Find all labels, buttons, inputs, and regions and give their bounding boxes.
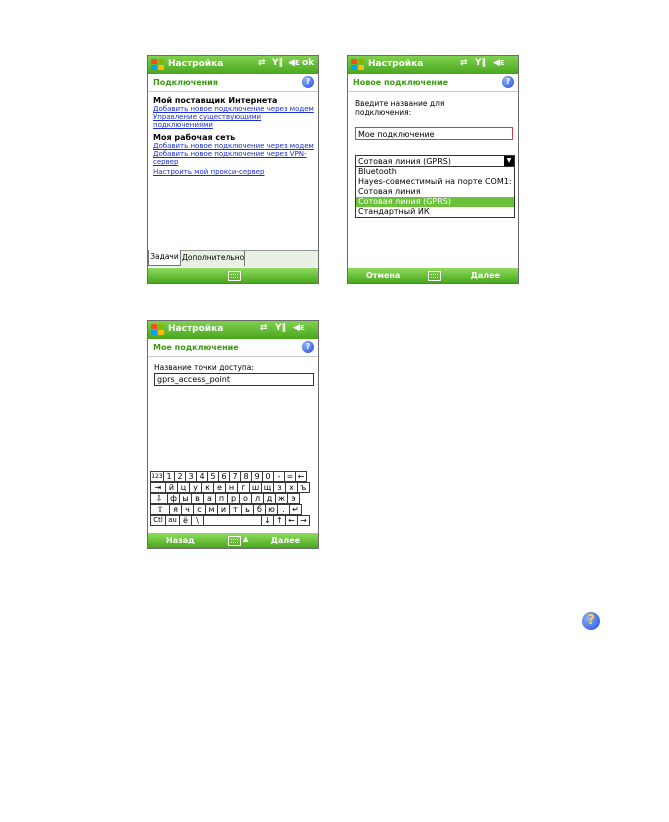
cancel-button[interactable]: Отмена [366, 271, 401, 280]
key[interactable]: \ [191, 515, 204, 526]
key-right[interactable]: → [297, 515, 310, 526]
soft-key-bar [148, 533, 318, 548]
key-space[interactable] [203, 515, 262, 526]
page-subtitle [348, 74, 518, 92]
help-icon[interactable]: ? [302, 76, 314, 88]
key[interactable]: т [229, 504, 242, 515]
page-subtitle [148, 74, 318, 92]
key-tab[interactable]: ⇥ [150, 482, 166, 493]
back-button[interactable]: Назад [166, 536, 195, 545]
volume-icon[interactable]: ◀ε [293, 323, 305, 333]
option-ir[interactable]: Стандартный ИК [358, 207, 430, 216]
page-title: Подключения [153, 78, 218, 87]
key[interactable]: . [277, 504, 290, 515]
page-subtitle [148, 339, 318, 357]
name-prompt: Введите название для подключения: [355, 99, 445, 117]
key-up[interactable]: ↑ [273, 515, 286, 526]
help-icon: ? [582, 612, 600, 630]
key-caps[interactable]: ⇩ [150, 493, 168, 504]
keyboard-icon[interactable] [228, 271, 241, 281]
key[interactable]: = [284, 471, 296, 482]
key[interactable]: ё [179, 515, 192, 526]
soft-keyboard [150, 471, 318, 526]
keyboard-icon[interactable] [428, 271, 441, 281]
key-au[interactable]: au [165, 515, 180, 526]
key[interactable]: о [239, 493, 252, 504]
key[interactable]: 3 [185, 471, 197, 482]
key[interactable]: н [225, 482, 238, 493]
key[interactable]: 7 [229, 471, 241, 482]
key[interactable]: д [263, 493, 276, 504]
key[interactable]: ц [177, 482, 190, 493]
key[interactable]: 1 [163, 471, 175, 482]
keyboard-row-2 [150, 482, 318, 493]
link-add-vpn[interactable]: Добавить новое подключение через VPN-сервер [153, 150, 307, 166]
key[interactable]: м [205, 504, 218, 515]
signal-icon[interactable]: Y‖ [475, 58, 487, 68]
key[interactable]: 8 [240, 471, 252, 482]
key[interactable]: я [169, 504, 182, 515]
key[interactable]: л [251, 493, 264, 504]
volume-icon[interactable]: ◀ε [493, 58, 505, 68]
key[interactable]: ь [241, 504, 254, 515]
key[interactable]: 5 [207, 471, 219, 482]
title-bar [148, 321, 318, 339]
modem-select[interactable] [355, 155, 515, 167]
key[interactable]: у [189, 482, 202, 493]
key[interactable]: в [191, 493, 204, 504]
access-point-label: Название точки доступа: [154, 363, 254, 372]
windows-start-icon[interactable] [350, 58, 365, 72]
link-add-modem-work[interactable]: Добавить новое подключение через модем [153, 142, 314, 150]
ok-button[interactable]: ok [302, 58, 315, 68]
connection-name-input[interactable]: Мое подключение [355, 127, 513, 140]
section-heading-work: Моя рабочая сеть [153, 133, 236, 142]
connectivity-icon[interactable]: ⇄ [258, 58, 266, 68]
option-cellular[interactable]: Сотовая линия [358, 187, 421, 196]
key[interactable]: к [201, 482, 214, 493]
keyboard-row-1 [150, 471, 318, 482]
help-icon[interactable]: ? [502, 76, 514, 88]
keyboard-row-3 [150, 493, 318, 504]
app-title: Настройка [368, 59, 424, 69]
title-bar [348, 56, 518, 74]
connectivity-icon[interactable]: ⇄ [260, 323, 268, 333]
key[interactable]: а [203, 493, 216, 504]
key-left[interactable]: ← [285, 515, 298, 526]
key[interactable]: р [227, 493, 240, 504]
key[interactable]: е [213, 482, 226, 493]
next-button[interactable]: Далее [470, 271, 500, 280]
key[interactable]: ф [167, 493, 180, 504]
key-shift[interactable]: ⇧ [150, 504, 170, 515]
title-bar [148, 56, 318, 74]
input-menu-arrow-icon[interactable]: ▲ [243, 535, 249, 543]
link-manage-connections[interactable]: Управление существующими подключениями [153, 113, 262, 129]
key-ctl[interactable]: Ctl [150, 515, 166, 526]
key[interactable]: 0 [262, 471, 274, 482]
key[interactable]: й [165, 482, 178, 493]
key[interactable]: 4 [196, 471, 208, 482]
link-proxy[interactable]: Настроить мой прокси-сервер [153, 168, 265, 176]
key[interactable]: э [287, 493, 300, 504]
key[interactable]: з [273, 482, 286, 493]
key-enter[interactable]: ↵ [289, 504, 302, 515]
key-backspace[interactable]: ← [295, 471, 307, 482]
key[interactable]: 9 [251, 471, 263, 482]
signal-icon[interactable]: Y‖ [272, 58, 284, 68]
dropdown-arrow-icon[interactable]: ▼ [504, 156, 514, 166]
key-123[interactable]: 123 [151, 473, 163, 480]
next-button[interactable]: Далее [270, 536, 300, 545]
key[interactable]: г [237, 482, 250, 493]
option-bluetooth[interactable]: Bluetooth [358, 167, 397, 176]
key[interactable]: - [273, 471, 285, 482]
key[interactable]: щ [261, 482, 274, 493]
option-hayes[interactable]: Hayes-совместимый на порте COM1: [358, 177, 512, 186]
tab-advanced[interactable]: Дополнительно [182, 251, 245, 266]
connectivity-icon[interactable]: ⇄ [460, 58, 468, 68]
soft-key-bar [148, 268, 318, 283]
section-heading-isp: Мой поставщик Интернета [153, 96, 278, 105]
keyboard-icon[interactable] [228, 536, 241, 546]
access-point-input[interactable]: gprs_access_point [154, 373, 314, 386]
page-title: Новое подключение [353, 78, 448, 87]
key[interactable]: ъ [297, 482, 310, 493]
key[interactable]: и [217, 504, 230, 515]
keyboard-row-4 [150, 504, 318, 515]
modem-options-list [355, 167, 515, 218]
key[interactable]: 6 [218, 471, 230, 482]
app-title: Настройка [168, 59, 224, 69]
key-down[interactable]: ↓ [261, 515, 274, 526]
key[interactable]: ю [265, 504, 278, 515]
windows-start-icon[interactable] [150, 58, 165, 72]
tab-strip [148, 250, 318, 267]
app-title: Настройка [168, 324, 224, 334]
key[interactable]: ч [181, 504, 194, 515]
key[interactable]: 2 [174, 471, 186, 482]
screen-connections [147, 55, 319, 284]
screen-my-connection [147, 320, 319, 549]
option-gprs[interactable]: Сотовая линия (GPRS) [356, 197, 514, 207]
screen-new-connection [347, 55, 519, 284]
volume-icon[interactable]: ◀ε [288, 58, 300, 68]
signal-icon[interactable]: Y‖ [275, 323, 287, 333]
soft-key-bar [348, 268, 518, 283]
key[interactable]: б [253, 504, 266, 515]
key[interactable]: ш [249, 482, 262, 493]
key[interactable]: п [215, 493, 228, 504]
modem-select-value: Сотовая линия (GPRS) [358, 157, 452, 166]
tab-tasks[interactable]: Задачи [148, 250, 181, 266]
help-icon[interactable]: ? [302, 341, 314, 353]
page-title: Мое подключение [153, 343, 239, 352]
key[interactable]: ы [179, 493, 192, 504]
link-add-modem-isp[interactable]: Добавить новое подключение через модем [153, 105, 314, 113]
key[interactable]: с [193, 504, 206, 515]
keyboard-row-5 [150, 515, 318, 526]
key[interactable]: х [285, 482, 298, 493]
key[interactable]: ж [275, 493, 288, 504]
windows-start-icon[interactable] [150, 323, 165, 337]
